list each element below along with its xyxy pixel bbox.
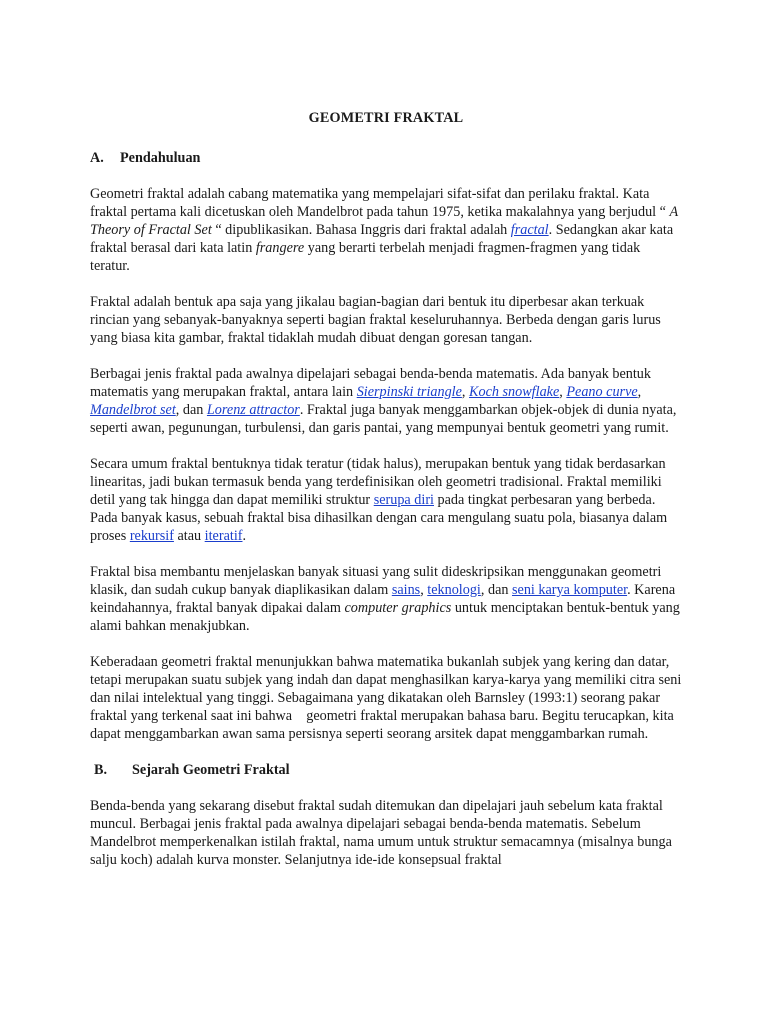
paragraph-1 <box>90 185 682 275</box>
text: . Fraktal juga banyak menggambarkan objek-objek di dunia nyata, seperti awan, pegunungan, turbulensi, dan garis pantai, yang mempunyai bentuk geometri yang rumit. <box>90 402 677 436</box>
emphasis-computer-graphics: computer graphics <box>344 600 452 616</box>
link-koch-snowflake[interactable]: Koch snowflake <box>469 384 560 400</box>
text: Geometri fraktal adalah cabang matematika yang mempelajari sifat-sifat dan perilaku fraktal. Kata fraktal pertama kali dicetuskan oleh Mandelbrot pada tahun 1975, ketika makalahnya yang berjudul “ <box>90 186 670 220</box>
text: untuk menciptakan bentuk-bentuk yang alami bahkan menakjubkan. <box>90 600 680 634</box>
text: Secara umum fraktal bentuknya tidak teratur (tidak halus), merupakan bentuk yang tidak berdasarkan linearitas, jadi bukan termasuk benda yang terdefinisikan oleh geometri tradisional. Fraktal memiliki detil yang tak hingga dan dapat memiliki struktur <box>90 456 666 508</box>
paragraph-4 <box>90 455 682 545</box>
link-teknologi[interactable]: teknologi <box>427 582 481 598</box>
paragraph-2: Fraktal adalah bentuk apa saja yang jikalau bagian-bagian dari bentuk itu diperbesar akan terkuak rincian yang sebanyak-banyaknya seperti bagian fraktal keseluruhannya. Berbeda dengan garis lurus yang biasa kita gambar, fraktal tidaklah mudah dibuat dengan goresan tangan. <box>90 294 661 346</box>
link-sains[interactable]: sains <box>391 582 421 598</box>
link-seni-karya-komputer[interactable]: seni karya komputer <box>512 582 628 598</box>
text: , dan <box>480 582 513 598</box>
link-sierpinski-triangle[interactable]: Sierpinski triangle <box>356 384 462 400</box>
paragraph-7: Benda-benda yang sekarang disebut fraktal sudah ditemukan dan dipelajari jauh sebelum kata fraktal muncul. Berbagai jenis fraktal pada awalnya dipelajari sebagai benda-benda matematis. Sebelum Mandelbrot memperkenalkan istilah fraktal, nama umum untuk struktur semacamnya (misalnya bunga salju koch) adalah kurva monster. Selanjutnya ide-ide konsepsual fraktal <box>90 798 672 868</box>
text: Fraktal bisa membantu menjelaskan banyak situasi yang sulit dideskripsikan menggunakan geometri klasik, dan sudah cukup banyak diaplikasikan dalam <box>90 564 662 598</box>
link-fractal[interactable]: fractal <box>510 222 549 238</box>
text: , <box>461 384 470 400</box>
paragraph-3 <box>90 365 682 437</box>
section-a-letter: A. <box>90 150 104 166</box>
document-body <box>90 109 685 887</box>
text: “ dipublikasikan. Bahasa Inggris dari fraktal adalah <box>211 222 511 238</box>
book-title: A Theory of Fractal Set <box>90 204 678 238</box>
text: yang berarti terbelah menjadi fragmen-fragmen yang tidak teratur. <box>90 240 641 274</box>
section-a-heading <box>90 149 682 167</box>
link-mandelbrot-set[interactable]: Mandelbrot set <box>90 402 176 418</box>
document-title: GEOMETRI FRAKTAL <box>308 110 464 126</box>
link-iteratif[interactable]: iteratif <box>204 528 243 544</box>
latin-word: frangere <box>255 240 305 256</box>
text: , dan <box>175 402 207 418</box>
section-b-heading <box>94 761 682 779</box>
section-a-title: Pendahuluan <box>120 150 201 166</box>
text: . Sedangkan akar kata fraktal berasal dari kata latin <box>90 222 674 256</box>
text: atau <box>173 528 205 544</box>
paragraph-5 <box>90 563 682 635</box>
section-b-title: Sejarah Geometri Fraktal <box>132 762 290 778</box>
text: , <box>637 384 642 400</box>
section-b-letter: B. <box>94 762 108 778</box>
paragraph-6: Keberadaan geometri fraktal menunjukkan bahwa matematika bukanlah subjek yang kering dan datar, tetapi merupakan suatu subjek yang indah dan dapat menghasilkan karya-karya yang memiliki citra seni dan nilai intelektual yang tinggi. Sebagaimana yang dikatakan oleh Barnsley (1993:1) seorang pakar fraktal yang terkenal saat ini bahwa geometri fraktal merupakan bahasa baru. Begitu terucapkan, kita dapat menggambarkan awan sama persisnya seperti seorang arsitek dapat menggambarkan rumah. <box>90 654 685 742</box>
link-rekursif[interactable]: rekursif <box>129 528 174 544</box>
text: . Karena keindahannya, fraktal banyak dipakai dalam <box>90 582 676 616</box>
link-serupa-diri[interactable]: serupa diri <box>373 492 434 508</box>
text: , <box>420 582 428 598</box>
text: Berbagai jenis fraktal pada awalnya dipelajari sebagai benda-benda matematis. Ada banyak bentuk matematis yang merupakan fraktal, antara lain <box>90 366 651 400</box>
link-lorenz-attractor[interactable]: Lorenz attractor <box>206 402 300 418</box>
text: pada tingkat perbesaran yang berbeda. Pada banyak kasus, sebuah fraktal bisa dihasilkan dengan cara mengulang suatu pola, biasanya dalam proses <box>90 492 668 544</box>
link-peano-curve[interactable]: Peano curve <box>566 384 638 400</box>
text: . <box>242 528 247 544</box>
text: , <box>559 384 567 400</box>
